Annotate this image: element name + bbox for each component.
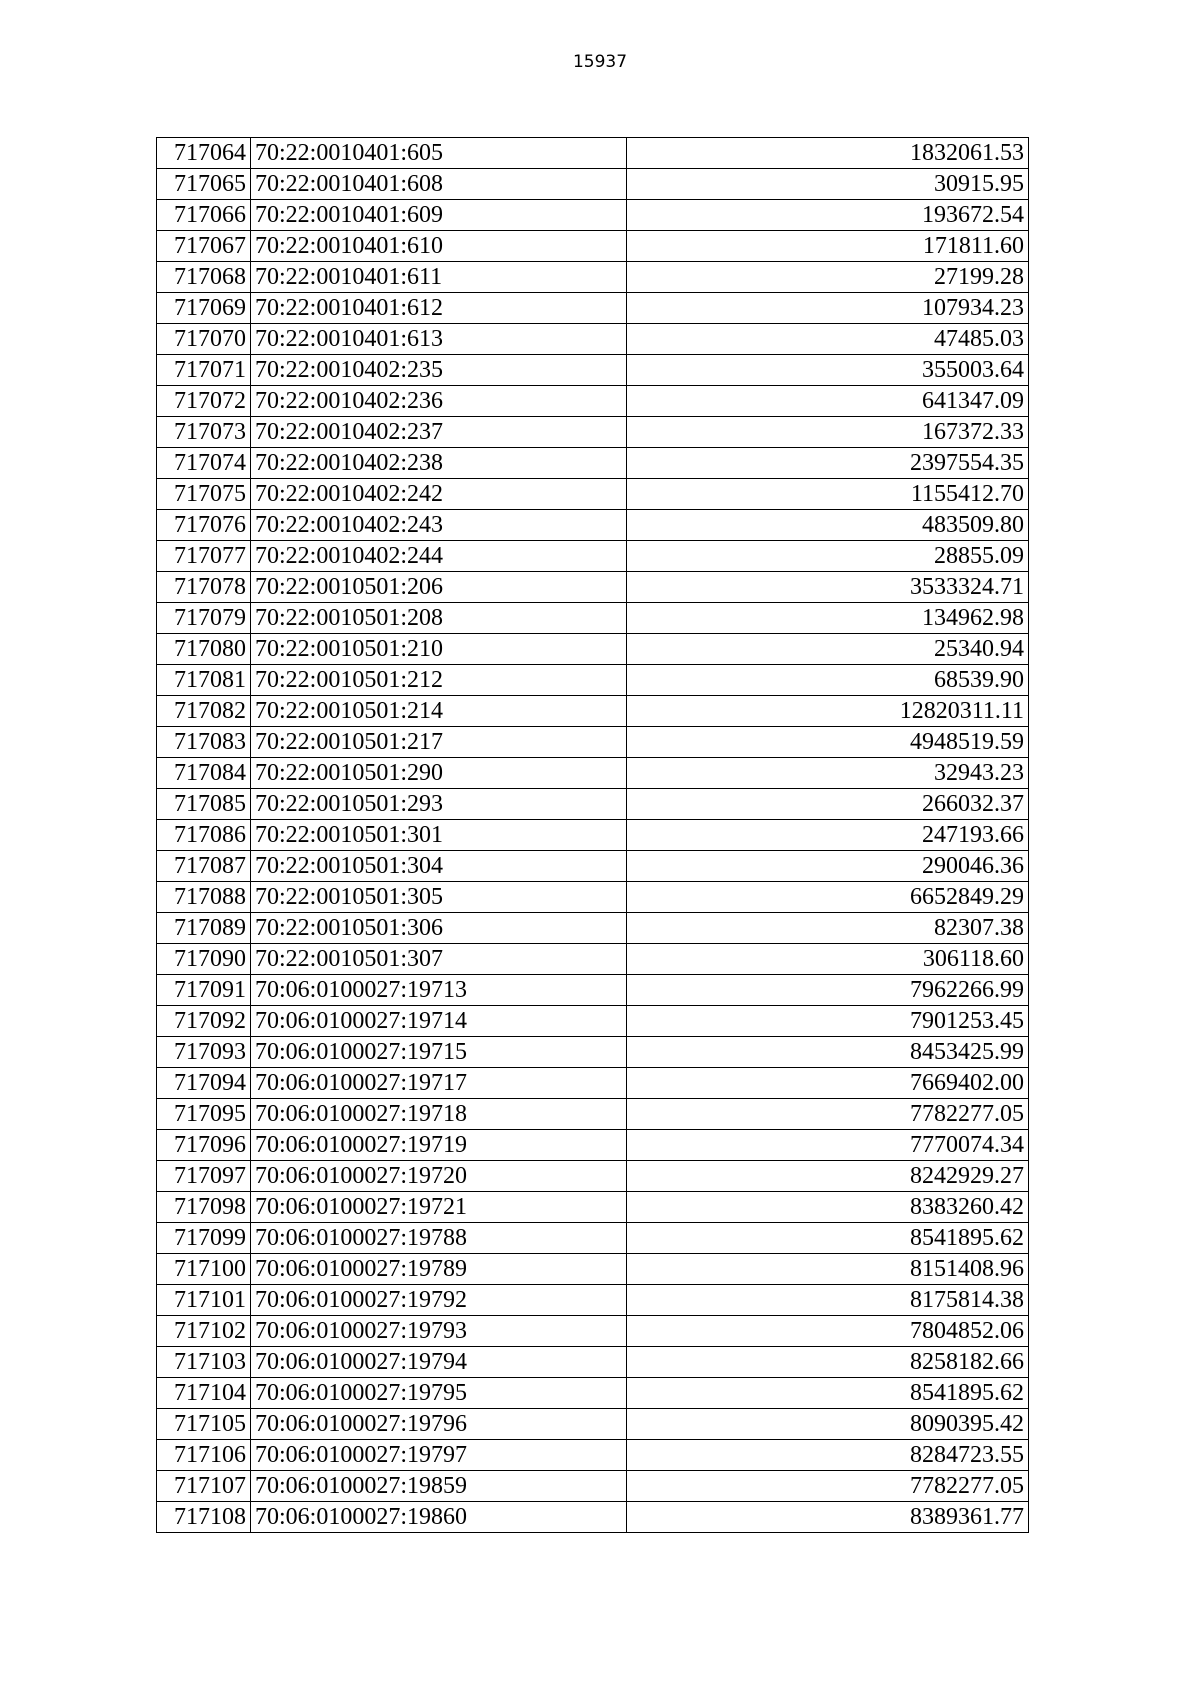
cadastral-number-cell: 70:22:0010401:613 [251, 324, 627, 355]
cadastral-number-cell: 70:22:0010402:236 [251, 386, 627, 417]
value-cell: 641347.09 [627, 386, 1029, 417]
cadastral-number-cell: 70:06:0100027:19797 [251, 1440, 627, 1471]
value-cell: 8453425.99 [627, 1037, 1029, 1068]
cadastral-number-cell: 70:06:0100027:19720 [251, 1161, 627, 1192]
value-cell: 8389361.77 [627, 1502, 1029, 1533]
cadastral-number-cell: 70:06:0100027:19714 [251, 1006, 627, 1037]
row-number-cell: 717064 [157, 138, 251, 169]
table-row [157, 386, 1029, 417]
cadastral-number-cell: 70:22:0010501:217 [251, 727, 627, 758]
row-number-cell: 717104 [157, 1378, 251, 1409]
row-number-cell: 717106 [157, 1440, 251, 1471]
table-row [157, 913, 1029, 944]
table-row [157, 324, 1029, 355]
table-row [157, 1099, 1029, 1130]
row-number-cell: 717084 [157, 758, 251, 789]
row-number-cell: 717085 [157, 789, 251, 820]
value-cell: 290046.36 [627, 851, 1029, 882]
cadastral-number-cell: 70:06:0100027:19788 [251, 1223, 627, 1254]
cadastral-number-cell: 70:22:0010501:306 [251, 913, 627, 944]
table-row [157, 1409, 1029, 1440]
row-number-cell: 717108 [157, 1502, 251, 1533]
row-number-cell: 717094 [157, 1068, 251, 1099]
cadastral-number-cell: 70:22:0010402:238 [251, 448, 627, 479]
value-cell: 12820311.11 [627, 696, 1029, 727]
row-number-cell: 717066 [157, 200, 251, 231]
cadastral-number-cell: 70:06:0100027:19715 [251, 1037, 627, 1068]
value-cell: 8242929.27 [627, 1161, 1029, 1192]
cadastral-number-cell: 70:22:0010501:208 [251, 603, 627, 634]
table-row [157, 634, 1029, 665]
value-cell: 28855.09 [627, 541, 1029, 572]
cadastral-number-cell: 70:22:0010402:235 [251, 355, 627, 386]
cadastral-number-cell: 70:22:0010402:242 [251, 479, 627, 510]
row-number-cell: 717065 [157, 169, 251, 200]
value-cell: 7782277.05 [627, 1471, 1029, 1502]
row-number-cell: 717078 [157, 572, 251, 603]
table-row [157, 572, 1029, 603]
value-cell: 483509.80 [627, 510, 1029, 541]
row-number-cell: 717097 [157, 1161, 251, 1192]
table-row [157, 1037, 1029, 1068]
row-number-cell: 717101 [157, 1285, 251, 1316]
cadastral-number-cell: 70:06:0100027:19795 [251, 1378, 627, 1409]
cadastral-number-cell: 70:22:0010401:605 [251, 138, 627, 169]
table-row [157, 1440, 1029, 1471]
row-number-cell: 717073 [157, 417, 251, 448]
cadastral-number-cell: 70:06:0100027:19794 [251, 1347, 627, 1378]
table-row [157, 975, 1029, 1006]
row-number-cell: 717090 [157, 944, 251, 975]
row-number-cell: 717098 [157, 1192, 251, 1223]
cadastral-number-cell: 70:06:0100027:19717 [251, 1068, 627, 1099]
table-row [157, 882, 1029, 913]
row-number-cell: 717099 [157, 1223, 251, 1254]
cadastral-number-cell: 70:22:0010401:608 [251, 169, 627, 200]
row-number-cell: 717100 [157, 1254, 251, 1285]
table-row [157, 479, 1029, 510]
value-cell: 171811.60 [627, 231, 1029, 262]
row-number-cell: 717081 [157, 665, 251, 696]
table-row [157, 231, 1029, 262]
value-cell: 8151408.96 [627, 1254, 1029, 1285]
row-number-cell: 717086 [157, 820, 251, 851]
row-number-cell: 717070 [157, 324, 251, 355]
cadastral-number-cell: 70:22:0010402:244 [251, 541, 627, 572]
value-cell: 7901253.45 [627, 1006, 1029, 1037]
table-row [157, 820, 1029, 851]
cadastral-number-cell: 70:06:0100027:19718 [251, 1099, 627, 1130]
value-cell: 355003.64 [627, 355, 1029, 386]
cadastral-number-cell: 70:22:0010501:293 [251, 789, 627, 820]
value-cell: 82307.38 [627, 913, 1029, 944]
row-number-cell: 717087 [157, 851, 251, 882]
table-row [157, 696, 1029, 727]
value-cell: 30915.95 [627, 169, 1029, 200]
row-number-cell: 717107 [157, 1471, 251, 1502]
cadastral-number-cell: 70:06:0100027:19859 [251, 1471, 627, 1502]
row-number-cell: 717093 [157, 1037, 251, 1068]
records-table [156, 137, 1029, 1533]
table-row [157, 1378, 1029, 1409]
table-row [157, 1347, 1029, 1378]
value-cell: 306118.60 [627, 944, 1029, 975]
cadastral-number-cell: 70:22:0010401:610 [251, 231, 627, 262]
row-number-cell: 717091 [157, 975, 251, 1006]
value-cell: 68539.90 [627, 665, 1029, 696]
row-number-cell: 717079 [157, 603, 251, 634]
row-number-cell: 717095 [157, 1099, 251, 1130]
table-row [157, 1006, 1029, 1037]
table-row [157, 1471, 1029, 1502]
cadastral-number-cell: 70:22:0010501:214 [251, 696, 627, 727]
cadastral-number-cell: 70:06:0100027:19719 [251, 1130, 627, 1161]
cadastral-number-cell: 70:22:0010501:290 [251, 758, 627, 789]
value-cell: 6652849.29 [627, 882, 1029, 913]
row-number-cell: 717069 [157, 293, 251, 324]
row-number-cell: 717082 [157, 696, 251, 727]
value-cell: 7770074.34 [627, 1130, 1029, 1161]
row-number-cell: 717080 [157, 634, 251, 665]
table-row [157, 944, 1029, 975]
table-row [157, 510, 1029, 541]
value-cell: 8258182.66 [627, 1347, 1029, 1378]
table-row [157, 1223, 1029, 1254]
cadastral-number-cell: 70:22:0010401:609 [251, 200, 627, 231]
table-row [157, 417, 1029, 448]
value-cell: 8284723.55 [627, 1440, 1029, 1471]
value-cell: 266032.37 [627, 789, 1029, 820]
table-row [157, 758, 1029, 789]
table-row [157, 200, 1029, 231]
table-row [157, 603, 1029, 634]
value-cell: 7804852.06 [627, 1316, 1029, 1347]
value-cell: 7782277.05 [627, 1099, 1029, 1130]
row-number-cell: 717072 [157, 386, 251, 417]
table-row [157, 138, 1029, 169]
cadastral-number-cell: 70:06:0100027:19793 [251, 1316, 627, 1347]
table-row [157, 665, 1029, 696]
cadastral-number-cell: 70:06:0100027:19721 [251, 1192, 627, 1223]
row-number-cell: 717074 [157, 448, 251, 479]
value-cell: 8383260.42 [627, 1192, 1029, 1223]
value-cell: 25340.94 [627, 634, 1029, 665]
value-cell: 2397554.35 [627, 448, 1029, 479]
value-cell: 8541895.62 [627, 1378, 1029, 1409]
cadastral-number-cell: 70:22:0010501:212 [251, 665, 627, 696]
value-cell: 167372.33 [627, 417, 1029, 448]
table-row [157, 1316, 1029, 1347]
value-cell: 8541895.62 [627, 1223, 1029, 1254]
table-row [157, 1254, 1029, 1285]
value-cell: 193672.54 [627, 200, 1029, 231]
table-row [157, 355, 1029, 386]
row-number-cell: 717096 [157, 1130, 251, 1161]
table-row [157, 541, 1029, 572]
value-cell: 1832061.53 [627, 138, 1029, 169]
value-cell: 27199.28 [627, 262, 1029, 293]
table-row [157, 1161, 1029, 1192]
row-number-cell: 717088 [157, 882, 251, 913]
cadastral-number-cell: 70:06:0100027:19796 [251, 1409, 627, 1440]
table-row [157, 293, 1029, 324]
value-cell: 134962.98 [627, 603, 1029, 634]
row-number-cell: 717083 [157, 727, 251, 758]
row-number-cell: 717092 [157, 1006, 251, 1037]
table-row [157, 448, 1029, 479]
row-number-cell: 717076 [157, 510, 251, 541]
value-cell: 4948519.59 [627, 727, 1029, 758]
row-number-cell: 717089 [157, 913, 251, 944]
row-number-cell: 717067 [157, 231, 251, 262]
row-number-cell: 717105 [157, 1409, 251, 1440]
table-row [157, 262, 1029, 293]
value-cell: 247193.66 [627, 820, 1029, 851]
value-cell: 3533324.71 [627, 572, 1029, 603]
table-row [157, 1192, 1029, 1223]
cadastral-number-cell: 70:22:0010501:210 [251, 634, 627, 665]
cadastral-number-cell: 70:06:0100027:19789 [251, 1254, 627, 1285]
table-row [157, 1285, 1029, 1316]
table-row [157, 1502, 1029, 1533]
row-number-cell: 717075 [157, 479, 251, 510]
table-row [157, 851, 1029, 882]
table-row [157, 727, 1029, 758]
cadastral-number-cell: 70:22:0010501:301 [251, 820, 627, 851]
value-cell: 1155412.70 [627, 479, 1029, 510]
value-cell: 8175814.38 [627, 1285, 1029, 1316]
table-row [157, 169, 1029, 200]
value-cell: 47485.03 [627, 324, 1029, 355]
row-number-cell: 717077 [157, 541, 251, 572]
table-row [157, 1130, 1029, 1161]
cadastral-number-cell: 70:22:0010401:612 [251, 293, 627, 324]
cadastral-number-cell: 70:22:0010402:237 [251, 417, 627, 448]
cadastral-number-cell: 70:06:0100027:19860 [251, 1502, 627, 1533]
value-cell: 107934.23 [627, 293, 1029, 324]
cadastral-number-cell: 70:22:0010401:611 [251, 262, 627, 293]
cadastral-number-cell: 70:22:0010501:304 [251, 851, 627, 882]
cadastral-number-cell: 70:06:0100027:19792 [251, 1285, 627, 1316]
value-cell: 7962266.99 [627, 975, 1029, 1006]
cadastral-number-cell: 70:06:0100027:19713 [251, 975, 627, 1006]
table-row [157, 1068, 1029, 1099]
value-cell: 7669402.00 [627, 1068, 1029, 1099]
cadastral-number-cell: 70:22:0010501:305 [251, 882, 627, 913]
cadastral-number-cell: 70:22:0010402:243 [251, 510, 627, 541]
records-table-body [157, 138, 1029, 1533]
cadastral-number-cell: 70:22:0010501:307 [251, 944, 627, 975]
page-number: 15937 [572, 52, 628, 72]
value-cell: 32943.23 [627, 758, 1029, 789]
value-cell: 8090395.42 [627, 1409, 1029, 1440]
row-number-cell: 717071 [157, 355, 251, 386]
row-number-cell: 717068 [157, 262, 251, 293]
row-number-cell: 717102 [157, 1316, 251, 1347]
cadastral-number-cell: 70:22:0010501:206 [251, 572, 627, 603]
row-number-cell: 717103 [157, 1347, 251, 1378]
table-row [157, 789, 1029, 820]
